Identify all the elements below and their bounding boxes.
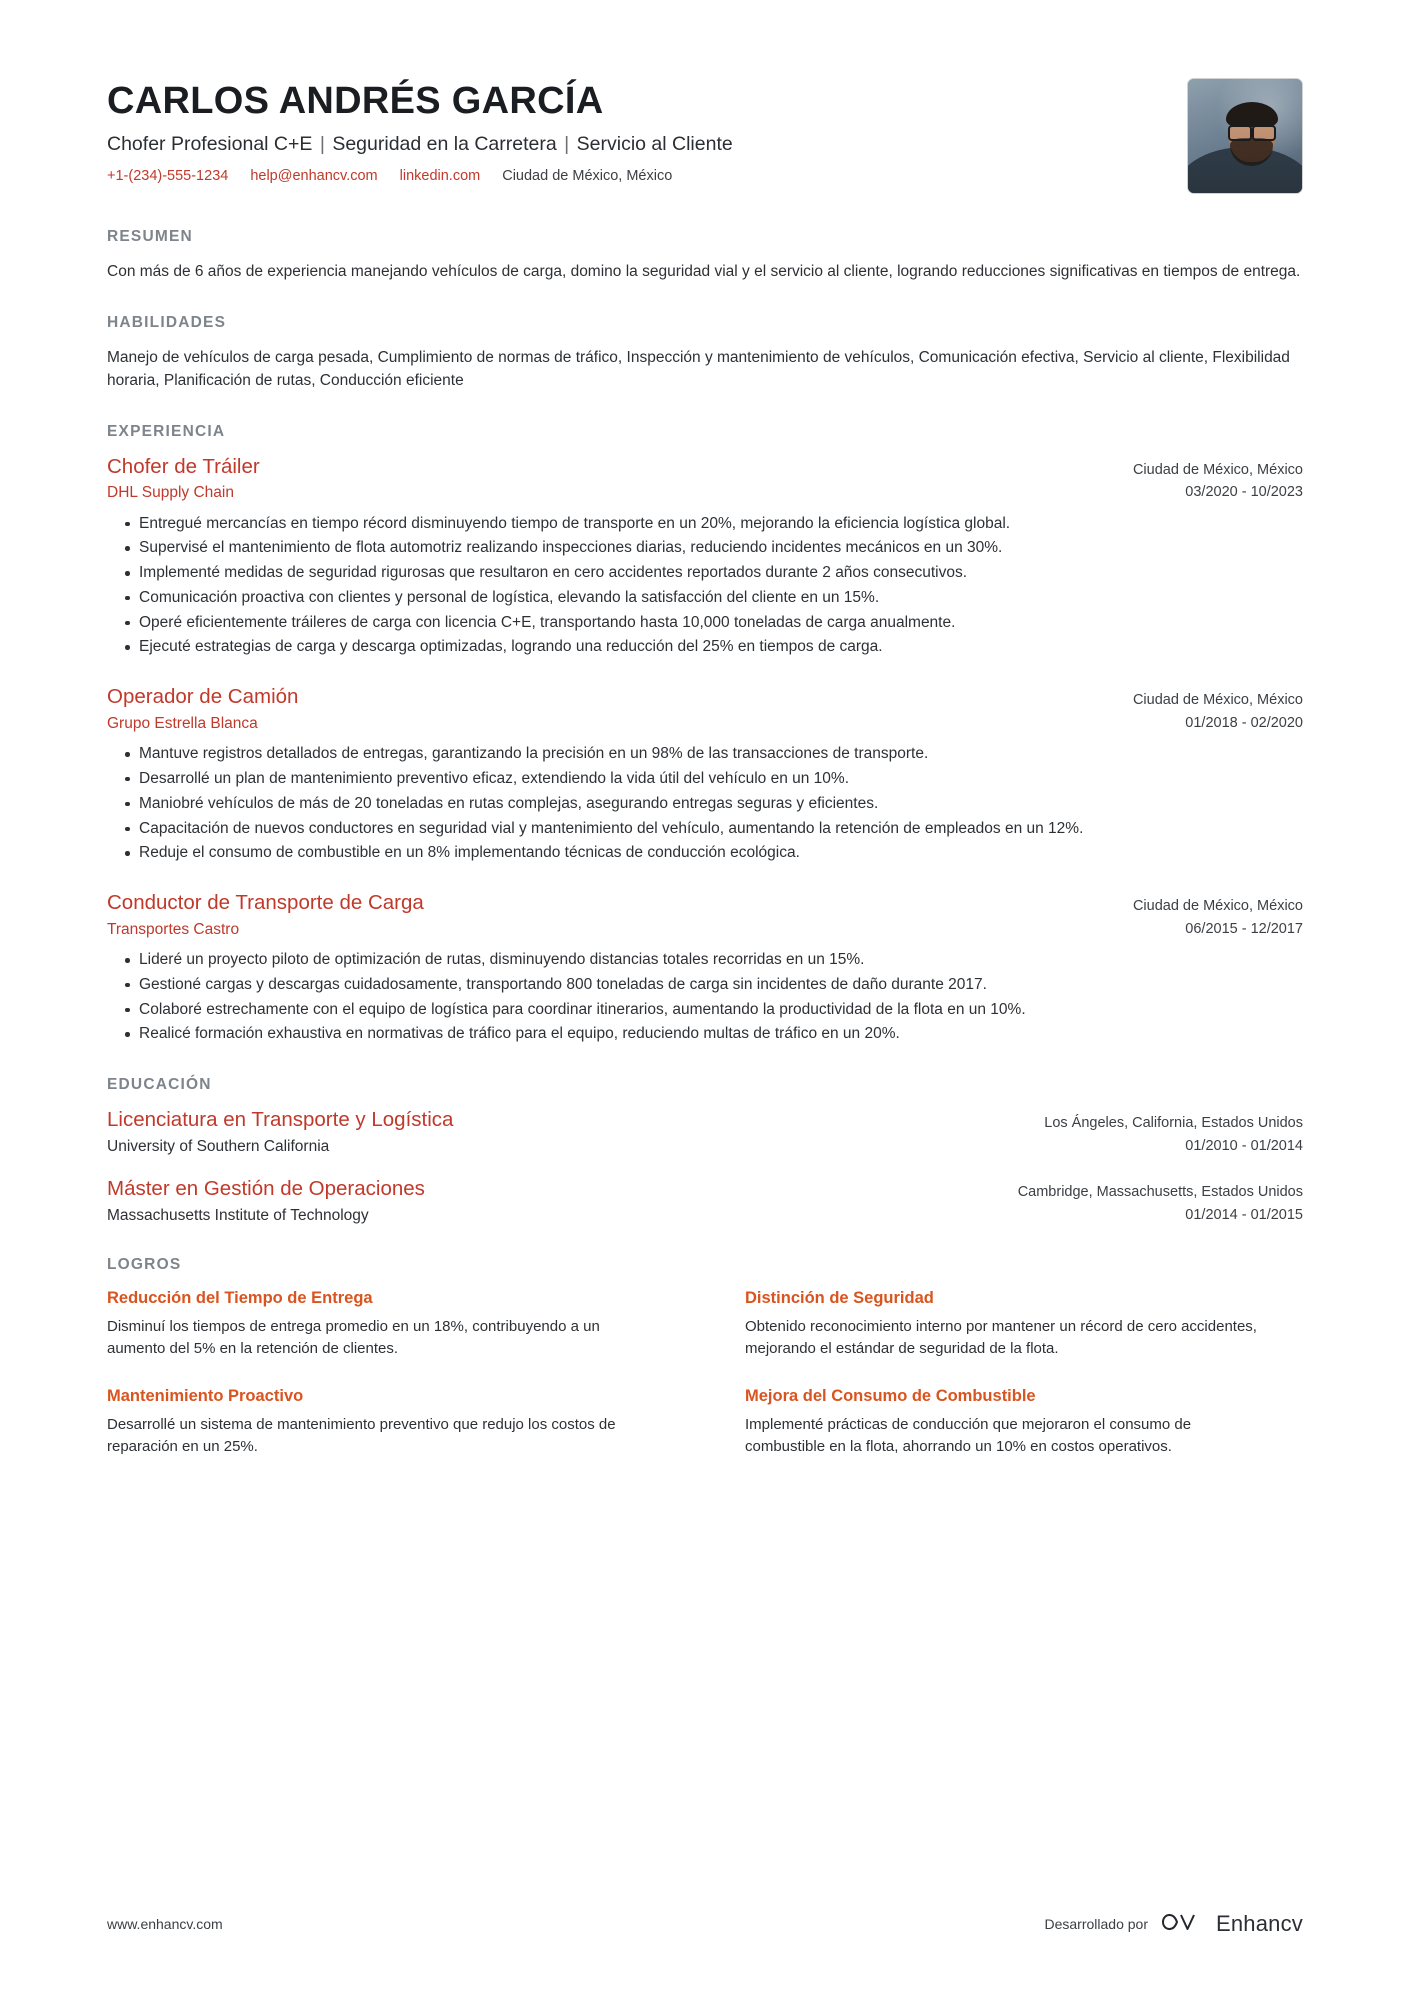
education-entry-titles bbox=[107, 1177, 998, 1226]
list-item: Entregué mercancías en tiempo récord disminuyendo tiempo de transporte en un 20%, mejorando la eficiencia logística global. bbox=[129, 513, 1303, 536]
section-experience bbox=[107, 423, 1303, 1047]
company-name: Transportes Castro bbox=[107, 920, 240, 938]
section-summary bbox=[107, 228, 1303, 284]
page-title: CARLOS ANDRÉS GARCÍA bbox=[107, 80, 604, 122]
headline-separator: | bbox=[319, 132, 325, 155]
contact-phone[interactable]: +1-(234)-555-1234 bbox=[107, 168, 229, 185]
headline-part-2: Seguridad en la Carretera bbox=[332, 132, 557, 155]
contact-location: Ciudad de México, México bbox=[502, 168, 673, 185]
section-achievements bbox=[107, 1256, 1303, 1458]
experience-entry bbox=[107, 685, 1303, 865]
experience-entry bbox=[107, 455, 1303, 660]
achievement-item bbox=[745, 1288, 1303, 1360]
resume-header bbox=[107, 78, 1303, 194]
footer-brand-name: Enhancv bbox=[1215, 1910, 1303, 1936]
footer-website[interactable]: www.enhancv.com bbox=[107, 1915, 223, 1932]
experience-entry-meta bbox=[1133, 455, 1303, 504]
achievement-description: Desarrollé un sistema de mantenimiento preventivo que redujo los costos de reparación en un 25%. bbox=[107, 1415, 616, 1455]
experience-entry-meta bbox=[1133, 891, 1303, 940]
list-item: Gestioné cargas y descargas cuidadosamente, transportando 800 toneladas de carga sin incidentes de daño durante 2017. bbox=[129, 974, 1303, 997]
headline-part-1: Chofer Profesional C+E bbox=[107, 132, 313, 155]
experience-entry-header bbox=[107, 685, 1303, 734]
job-bullets bbox=[107, 743, 1303, 865]
list-item: Realicé formación exhaustiva en normativas de tráfico para el equipo, reduciendo multas de tráfico en un 20%. bbox=[129, 1023, 1303, 1046]
section-title-education: EDUCACIÓN bbox=[107, 1076, 212, 1094]
job-bullets bbox=[107, 513, 1303, 660]
school-location: Los Ángeles, California, Estados Unidos bbox=[1044, 1115, 1303, 1132]
list-item: Colaboré estrechamente con el equipo de logística para coordinar itinerarios, aumentando la productividad de la flota en un 10%. bbox=[129, 999, 1303, 1022]
degree-title: Máster en Gestión de Operaciones bbox=[107, 1177, 425, 1201]
experience-entry-header bbox=[107, 455, 1303, 504]
achievement-item bbox=[745, 1386, 1303, 1458]
experience-entry-meta bbox=[1133, 685, 1303, 734]
summary-text: Con más de 6 años de experiencia manejando vehículos de carga, domino la seguridad vial y el servicio al cliente, logrando reducciones significativas en tiempos de entrega. bbox=[107, 263, 1301, 280]
experience-entry-titles bbox=[107, 685, 1113, 734]
education-entry-titles bbox=[107, 1108, 1024, 1157]
job-location: Ciudad de México, México bbox=[1132, 898, 1303, 915]
section-title-skills: HABILIDADES bbox=[107, 313, 227, 331]
job-dates: 03/2020 - 10/2023 bbox=[1185, 484, 1303, 501]
achievements-grid bbox=[107, 1288, 1303, 1458]
experience-entry bbox=[107, 891, 1303, 1046]
section-title-experience: EXPERIENCIA bbox=[107, 422, 226, 440]
achievement-item bbox=[107, 1386, 665, 1458]
education-entry-meta bbox=[1018, 1177, 1303, 1226]
contact-info bbox=[107, 167, 1187, 186]
school-dates: 01/2014 - 01/2015 bbox=[1185, 1206, 1303, 1223]
section-title-achievements: LOGROS bbox=[107, 1256, 182, 1274]
contact-linkedin[interactable]: linkedin.com bbox=[399, 168, 481, 185]
job-title: Chofer de Tráiler bbox=[107, 454, 260, 478]
school-dates: 01/2010 - 01/2014 bbox=[1185, 1137, 1303, 1154]
company-name: DHL Supply Chain bbox=[107, 484, 234, 502]
achievement-description: Obtenido reconocimiento interno por mantener un récord de cero accidentes, mejorando el estándar de seguridad de la flota. bbox=[745, 1317, 1257, 1357]
list-item: Desarrollé un plan de mantenimiento preventivo eficaz, extendiendo la vida útil del vehículo en un 10%. bbox=[129, 768, 1303, 791]
job-title: Operador de Camión bbox=[107, 685, 299, 709]
achievement-title: Reducción del Tiempo de Entrega bbox=[107, 1289, 373, 1308]
list-item: Capacitación de nuevos conductores en seguridad vial y mantenimiento del vehículo, aumentando la retención de empleados en un 12%. bbox=[129, 818, 1303, 841]
footer-branding bbox=[1044, 1910, 1303, 1937]
list-item: Lideré un proyecto piloto de optimización de rutas, disminuyendo distancias totales recorridas en un 15%. bbox=[129, 949, 1303, 972]
achievement-title: Mejora del Consumo de Combustible bbox=[745, 1387, 1036, 1406]
education-entry-header bbox=[107, 1177, 1303, 1226]
company-name: Grupo Estrella Blanca bbox=[107, 714, 258, 732]
job-title: Conductor de Transporte de Carga bbox=[107, 891, 424, 915]
list-item: Ejecuté estrategias de carga y descarga optimizadas, logrando una reducción del 25% en tiempos de carga. bbox=[129, 636, 1303, 659]
job-dates: 06/2015 - 12/2017 bbox=[1185, 920, 1303, 937]
contact-email[interactable]: help@enhancv.com bbox=[250, 168, 378, 185]
job-dates: 01/2018 - 02/2020 bbox=[1185, 714, 1303, 731]
achievement-description: Disminuí los tiempos de entrega promedio en un 18%, contribuyendo a un aumento del 5% en la retención de clientes. bbox=[107, 1317, 600, 1357]
school-name: Massachusetts Institute of Technology bbox=[107, 1206, 369, 1224]
education-entry-meta bbox=[1044, 1108, 1303, 1157]
section-skills bbox=[107, 314, 1303, 393]
section-title-summary: RESUMEN bbox=[107, 228, 193, 245]
experience-entry-titles bbox=[107, 891, 1113, 940]
skills-text: Manejo de vehículos de carga pesada, Cumplimiento de normas de tráfico, Inspección y mantenimiento de vehículos, Comunicación efectiva, Servicio al cliente, Flexibilidad horaria, Planificación de rutas, Conducción eficiente bbox=[107, 348, 1290, 390]
list-item: Mantuve registros detallados de entregas, garantizando la precisión en un 98% de las transacciones de transporte. bbox=[129, 743, 1303, 766]
job-bullets bbox=[107, 949, 1303, 1046]
list-item: Implementé medidas de seguridad rigurosas que resultaron en cero accidentes reportados durante 2 años consecutivos. bbox=[129, 562, 1303, 585]
education-entry bbox=[107, 1177, 1303, 1226]
job-location: Ciudad de México, México bbox=[1132, 692, 1303, 709]
professional-headline bbox=[107, 132, 1187, 156]
footer-powered-by-label: Desarrollado por bbox=[1044, 1915, 1148, 1932]
education-entry bbox=[107, 1108, 1303, 1157]
list-item: Supervisé el mantenimiento de flota automotriz realizando inspecciones diarias, reduciendo incidentes mecánicos en un 30%. bbox=[129, 537, 1303, 560]
list-item: Comunicación proactiva con clientes y personal de logística, elevando la satisfacción del cliente en un 15%. bbox=[129, 587, 1303, 610]
achievement-item bbox=[107, 1288, 665, 1360]
headline-separator: | bbox=[564, 132, 570, 155]
school-location: Cambridge, Massachusetts, Estados Unidos bbox=[1017, 1184, 1303, 1201]
achievement-title: Distinción de Seguridad bbox=[745, 1289, 934, 1308]
school-name: University of Southern California bbox=[107, 1137, 330, 1155]
page-footer bbox=[107, 1910, 1303, 1937]
list-item: Operé eficientemente tráileres de carga con licencia C+E, transportando hasta 10,000 toneladas de carga anualmente. bbox=[129, 612, 1303, 635]
enhancv-logo-icon bbox=[1159, 1910, 1205, 1937]
achievement-description: Implementé prácticas de conducción que mejoraron el consumo de combustible en la flota, ahorrando un 10% en costos operativos. bbox=[745, 1415, 1192, 1455]
job-location: Ciudad de México, México bbox=[1132, 461, 1303, 478]
header-text-block bbox=[107, 78, 1187, 186]
headline-part-3: Servicio al Cliente bbox=[576, 132, 733, 155]
glasses-icon bbox=[1228, 125, 1276, 138]
education-entry-header bbox=[107, 1108, 1303, 1157]
achievement-title: Mantenimiento Proactivo bbox=[107, 1387, 304, 1406]
list-item: Reduje el consumo de combustible en un 8% implementando técnicas de conducción ecológica. bbox=[129, 842, 1303, 865]
section-education bbox=[107, 1076, 1303, 1226]
experience-entry-titles bbox=[107, 455, 1113, 504]
experience-entry-header bbox=[107, 891, 1303, 940]
degree-title: Licenciatura en Transporte y Logística bbox=[107, 1108, 454, 1132]
avatar bbox=[1187, 78, 1303, 194]
list-item: Maniobré vehículos de más de 20 toneladas en rutas complejas, asegurando entregas seguras y eficientes. bbox=[129, 793, 1303, 816]
